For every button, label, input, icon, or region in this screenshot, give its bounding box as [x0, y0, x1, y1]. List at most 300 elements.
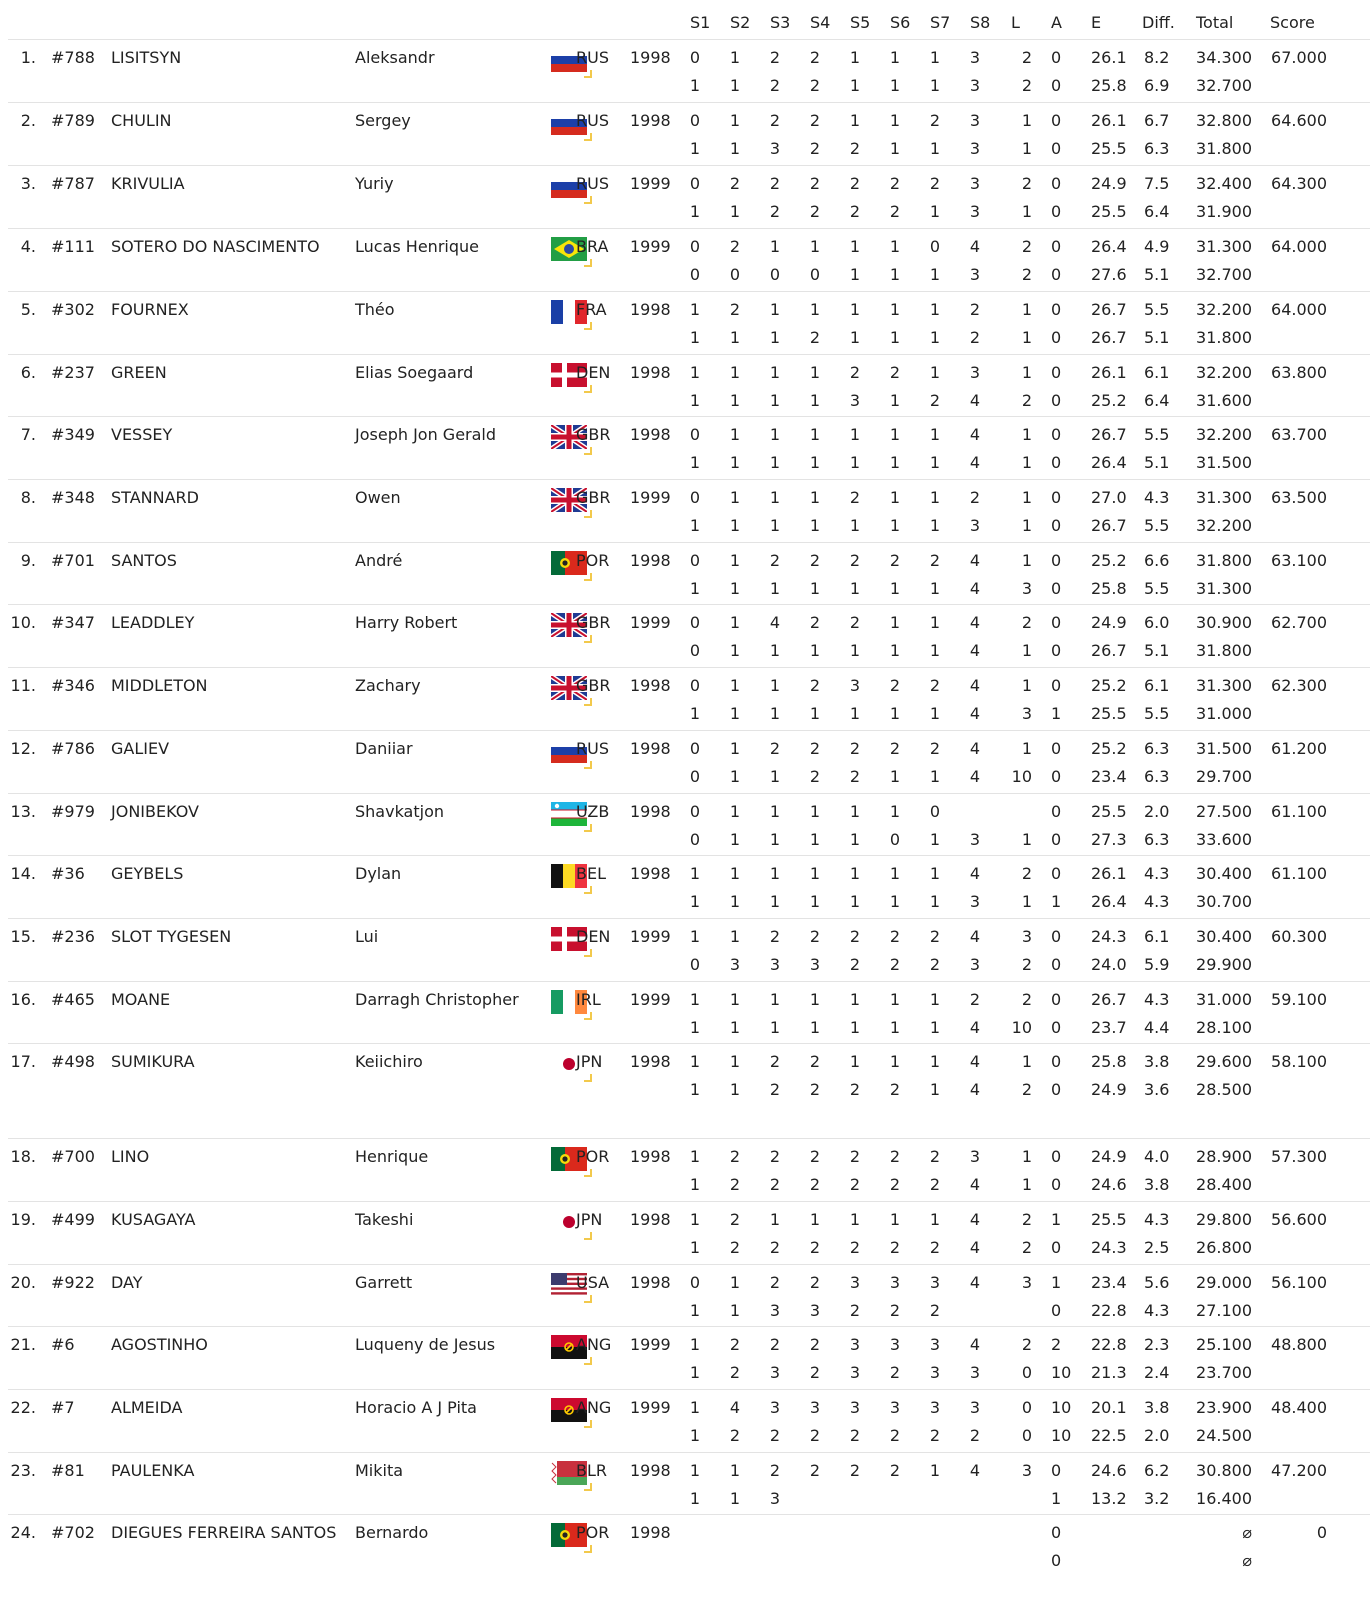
score-s6: 1	[889, 1018, 900, 1037]
score-e: 24.3	[1091, 1238, 1127, 1257]
first-name: Zachary	[355, 676, 421, 695]
score-s4: 1	[809, 802, 820, 821]
score-diff: 5.5	[1144, 579, 1170, 598]
bib-number: #922	[51, 1273, 95, 1292]
score-diff: 6.3	[1144, 739, 1170, 758]
score-e: 24.3	[1091, 927, 1127, 946]
score-diff: 5.1	[1144, 641, 1170, 660]
row-divider	[8, 604, 1370, 605]
score-s8: 4	[969, 676, 980, 695]
score-total: 29.000	[1196, 1273, 1252, 1292]
score-l: 2	[1021, 864, 1032, 883]
flag-corner	[584, 698, 592, 706]
score-s3: 3	[769, 1363, 780, 1382]
flag-corner	[584, 1545, 592, 1553]
birth-year: 1998	[630, 300, 671, 319]
bib-number: #302	[51, 300, 95, 319]
last-name: SANTOS	[111, 551, 177, 570]
score-a: 10	[1051, 1363, 1072, 1382]
score-l: 2	[1021, 48, 1032, 67]
final-score: 48.400	[1271, 1398, 1327, 1417]
score-s2: 1	[729, 391, 740, 410]
score-s5: 2	[849, 1301, 860, 1320]
score-e: 26.1	[1091, 48, 1127, 67]
score-diff: 5.6	[1144, 1273, 1170, 1292]
score-s3: 1	[769, 300, 780, 319]
birth-year: 1998	[630, 1461, 671, 1480]
score-s4: 2	[809, 1273, 820, 1292]
table-row	[0, 1271, 1372, 1331]
score-s2: 1	[729, 802, 740, 821]
score-s5: 1	[849, 830, 860, 849]
rank: 7.	[20, 425, 36, 444]
score-s8: 3	[969, 363, 980, 382]
rank: 19.	[10, 1210, 36, 1229]
score-s5: 2	[849, 139, 860, 158]
birth-year: 1998	[630, 676, 671, 695]
table-row	[0, 925, 1372, 985]
score-e: 22.8	[1091, 1335, 1127, 1354]
score-s7: 2	[929, 1301, 940, 1320]
table-row	[0, 1459, 1372, 1519]
score-l: 3	[1021, 927, 1032, 946]
score-diff: 4.3	[1144, 1301, 1170, 1320]
score-s5: 2	[849, 363, 860, 382]
score-s1: 0	[689, 641, 700, 660]
score-total: 23.700	[1196, 1363, 1252, 1382]
final-score: 64.000	[1271, 237, 1327, 256]
score-s8: 3	[969, 1363, 980, 1382]
score-e: 24.6	[1091, 1461, 1127, 1480]
final-score: 63.800	[1271, 363, 1327, 382]
score-total: 32.700	[1196, 265, 1252, 284]
score-e: 24.9	[1091, 1080, 1127, 1099]
score-total: 33.600	[1196, 830, 1252, 849]
score-s4: 3	[809, 955, 820, 974]
score-s5: 2	[849, 739, 860, 758]
score-s5: 1	[849, 990, 860, 1009]
bib-number: #499	[51, 1210, 95, 1229]
table-row	[0, 109, 1372, 169]
score-s8: 4	[969, 1335, 980, 1354]
score-s7: 1	[929, 613, 940, 632]
score-s7: 2	[929, 739, 940, 758]
score-s2: 1	[729, 1489, 740, 1508]
score-s5: 1	[849, 111, 860, 130]
score-s6: 2	[889, 1301, 900, 1320]
rank: 1.	[20, 48, 36, 67]
score-total: 28.900	[1196, 1147, 1252, 1166]
table-row	[0, 235, 1372, 295]
score-a: 1	[1051, 704, 1062, 723]
score-diff: 6.0	[1144, 613, 1170, 632]
score-s2: 1	[729, 453, 740, 472]
bib-number: #702	[51, 1523, 95, 1542]
nation-code: FRA	[576, 300, 607, 319]
score-s4: 1	[809, 864, 820, 883]
score-a: 0	[1051, 237, 1062, 256]
score-total: 31.300	[1196, 237, 1252, 256]
score-total: 30.800	[1196, 1461, 1252, 1480]
score-s5: 2	[849, 1461, 860, 1480]
table-row	[0, 172, 1372, 232]
score-s1: 1	[689, 892, 700, 911]
bib-number: #346	[51, 676, 95, 695]
score-s2: 4	[729, 1398, 740, 1417]
score-s2: 1	[729, 48, 740, 67]
score-diff: 3.8	[1144, 1398, 1170, 1417]
flag-corner	[584, 1012, 592, 1020]
score-s2: 1	[729, 739, 740, 758]
row-divider	[8, 793, 1370, 794]
score-l: 2	[1021, 1335, 1032, 1354]
table-row	[0, 1396, 1372, 1456]
score-s2: 1	[729, 1461, 740, 1480]
score-e: 24.6	[1091, 1175, 1127, 1194]
score-s3: 1	[769, 892, 780, 911]
score-s3: 2	[769, 739, 780, 758]
nation-code: POR	[576, 1523, 610, 1542]
score-total: 31.800	[1196, 641, 1252, 660]
bib-number: #7	[51, 1398, 75, 1417]
first-name: Horacio A J Pita	[355, 1398, 477, 1417]
rank: 8.	[20, 488, 36, 507]
score-total: 31.300	[1196, 579, 1252, 598]
score-s2: 2	[729, 1363, 740, 1382]
last-name: GALIEV	[111, 739, 170, 758]
score-s1: 1	[689, 990, 700, 1009]
score-l: 2	[1021, 391, 1032, 410]
score-s8: 3	[969, 955, 980, 974]
score-s6: 3	[889, 1398, 900, 1417]
score-s8: 4	[969, 1018, 980, 1037]
score-s8: 4	[969, 551, 980, 570]
score-s5: 1	[849, 328, 860, 347]
score-total: 30.400	[1196, 864, 1252, 883]
final-score: 57.300	[1271, 1147, 1327, 1166]
score-s8: 3	[969, 516, 980, 535]
score-s6: 2	[889, 1175, 900, 1194]
score-s3: 1	[769, 237, 780, 256]
score-s4: 2	[809, 202, 820, 221]
rank: 3.	[20, 174, 36, 193]
header-score: Score	[1270, 13, 1315, 32]
score-s4: 2	[809, 1426, 820, 1445]
score-e: 26.4	[1091, 237, 1127, 256]
score-s1: 1	[689, 300, 700, 319]
score-diff: 2.3	[1144, 1335, 1170, 1354]
score-s6: 3	[889, 1335, 900, 1354]
score-s4: 1	[809, 704, 820, 723]
birth-year: 1999	[630, 1335, 671, 1354]
final-score: 60.300	[1271, 927, 1327, 946]
score-s8: 4	[969, 1238, 980, 1257]
first-name: Bernardo	[355, 1523, 429, 1542]
score-s3: 3	[769, 1301, 780, 1320]
score-s8: 3	[969, 174, 980, 193]
first-name: Owen	[355, 488, 401, 507]
nation-code: BEL	[576, 864, 606, 883]
score-s2: 1	[729, 767, 740, 786]
score-total: 26.800	[1196, 1238, 1252, 1257]
score-s4: 0	[809, 265, 820, 284]
score-s5: 1	[849, 237, 860, 256]
score-a: 0	[1051, 265, 1062, 284]
score-s3: 2	[769, 551, 780, 570]
final-score: 58.100	[1271, 1052, 1327, 1071]
last-name: CHULIN	[111, 111, 172, 130]
score-e: 21.3	[1091, 1363, 1127, 1382]
final-score: 56.600	[1271, 1210, 1327, 1229]
score-e: 24.0	[1091, 955, 1127, 974]
score-total: 23.900	[1196, 1398, 1252, 1417]
bib-number: #788	[51, 48, 95, 67]
bib-number: #349	[51, 425, 95, 444]
nation-code: GBR	[576, 676, 611, 695]
score-l: 10	[1011, 767, 1032, 786]
score-l: 3	[1021, 1461, 1032, 1480]
score-a: 0	[1051, 927, 1062, 946]
score-diff: 5.1	[1144, 265, 1170, 284]
row-divider	[8, 730, 1370, 731]
score-s7: 0	[929, 237, 940, 256]
score-diff: 6.7	[1144, 111, 1170, 130]
row-divider	[8, 1514, 1370, 1515]
score-s1: 0	[689, 767, 700, 786]
score-s4: 2	[809, 767, 820, 786]
score-s6: 2	[889, 1147, 900, 1166]
score-total: 31.000	[1196, 704, 1252, 723]
nation-code: POR	[576, 551, 610, 570]
score-diff: 3.8	[1144, 1052, 1170, 1071]
score-s8: 3	[969, 48, 980, 67]
final-score: 61.100	[1271, 802, 1327, 821]
score-diff: 6.1	[1144, 927, 1170, 946]
score-s8: 3	[969, 1398, 980, 1417]
score-s7: 1	[929, 76, 940, 95]
score-e: 25.5	[1091, 802, 1127, 821]
final-score: 59.100	[1271, 990, 1327, 1009]
score-s4: 2	[809, 1052, 820, 1071]
score-e: 25.8	[1091, 579, 1127, 598]
bib-number: #81	[51, 1461, 85, 1480]
first-name: Henrique	[355, 1147, 429, 1166]
flag-corner	[584, 70, 592, 78]
score-e: 25.5	[1091, 1210, 1127, 1229]
last-name: STANNARD	[111, 488, 199, 507]
score-s7: 2	[929, 927, 940, 946]
final-score: 0	[1316, 1523, 1327, 1542]
score-s3: 2	[769, 1335, 780, 1354]
score-a: 0	[1051, 1080, 1062, 1099]
score-s3: 1	[769, 391, 780, 410]
score-l: 2	[1021, 265, 1032, 284]
score-total: 29.800	[1196, 1210, 1252, 1229]
score-total: 29.900	[1196, 955, 1252, 974]
score-s5: 1	[849, 265, 860, 284]
nation-code: GBR	[576, 488, 611, 507]
last-name: SUMIKURA	[111, 1052, 195, 1071]
score-s5: 1	[849, 802, 860, 821]
score-e: 26.7	[1091, 328, 1127, 347]
score-a: 0	[1051, 613, 1062, 632]
table-row	[0, 1145, 1372, 1205]
score-s2: 1	[729, 1301, 740, 1320]
score-total: 24.500	[1196, 1426, 1252, 1445]
score-s8: 4	[969, 1273, 980, 1292]
score-s1: 0	[689, 48, 700, 67]
score-s1: 0	[689, 425, 700, 444]
row-divider	[8, 1326, 1370, 1327]
score-e: 25.2	[1091, 391, 1127, 410]
score-s2: 1	[729, 641, 740, 660]
score-diff: 6.3	[1144, 139, 1170, 158]
last-name: VESSEY	[111, 425, 173, 444]
score-s4: 2	[809, 927, 820, 946]
score-s8: 3	[969, 202, 980, 221]
birth-year: 1998	[630, 1523, 671, 1542]
score-s6: 1	[889, 802, 900, 821]
score-s3: 1	[769, 864, 780, 883]
score-s3: 1	[769, 641, 780, 660]
score-a: 0	[1051, 641, 1062, 660]
score-s4: 2	[809, 1175, 820, 1194]
score-s2: 1	[729, 990, 740, 1009]
score-total: 30.900	[1196, 613, 1252, 632]
rank: 23.	[10, 1461, 36, 1480]
score-s7: 1	[929, 202, 940, 221]
last-name: DAY	[111, 1273, 143, 1292]
score-s3: 2	[769, 76, 780, 95]
score-s1: 1	[689, 76, 700, 95]
score-s4: 1	[809, 892, 820, 911]
row-divider	[8, 1452, 1370, 1453]
birth-year: 1998	[630, 425, 671, 444]
score-s1: 0	[689, 739, 700, 758]
score-s7: 3	[929, 1273, 940, 1292]
rank: 22.	[10, 1398, 36, 1417]
table-row	[0, 1050, 1372, 1110]
score-a: 0	[1051, 551, 1062, 570]
row-divider	[8, 102, 1370, 103]
bib-number: #237	[51, 363, 95, 382]
header-s2: S2	[730, 13, 751, 32]
score-a: 0	[1051, 990, 1062, 1009]
score-l: 1	[1021, 516, 1032, 535]
score-s1: 1	[689, 1461, 700, 1480]
score-l: 0	[1021, 1426, 1032, 1445]
score-s1: 1	[689, 1489, 700, 1508]
score-s6: 1	[889, 1210, 900, 1229]
bib-number: #979	[51, 802, 95, 821]
rank: 15.	[10, 927, 36, 946]
score-s4: 1	[809, 1210, 820, 1229]
score-s3: 2	[769, 1147, 780, 1166]
flag-corner	[584, 635, 592, 643]
score-s5: 2	[849, 955, 860, 974]
score-a: 0	[1051, 802, 1062, 821]
score-diff: 6.2	[1144, 1461, 1170, 1480]
score-a: 0	[1051, 139, 1062, 158]
score-total: 32.800	[1196, 111, 1252, 130]
nation-code: DEN	[576, 363, 611, 382]
bib-number: #465	[51, 990, 95, 1009]
score-e: 23.7	[1091, 1018, 1127, 1037]
score-s3: 1	[769, 830, 780, 849]
score-s5: 1	[849, 1018, 860, 1037]
score-s6: 2	[889, 1238, 900, 1257]
score-s6: 1	[889, 76, 900, 95]
score-s2: 1	[729, 425, 740, 444]
row-divider	[8, 1389, 1370, 1390]
score-diff: 4.4	[1144, 1018, 1170, 1037]
rank: 13.	[10, 802, 36, 821]
score-s1: 1	[689, 927, 700, 946]
score-diff: 5.5	[1144, 516, 1170, 535]
score-total: 31.600	[1196, 391, 1252, 410]
last-name: MIDDLETON	[111, 676, 208, 695]
header-s6: S6	[890, 13, 911, 32]
score-s5: 1	[849, 516, 860, 535]
score-l: 1	[1021, 363, 1032, 382]
first-name: Luqueny de Jesus	[355, 1335, 496, 1354]
score-s7: 2	[929, 551, 940, 570]
table-row	[0, 361, 1372, 421]
score-l: 1	[1021, 488, 1032, 507]
score-s4: 2	[809, 551, 820, 570]
score-diff: 6.1	[1144, 363, 1170, 382]
flag-corner	[584, 196, 592, 204]
flag-corner	[584, 824, 592, 832]
score-s2: 2	[729, 1210, 740, 1229]
score-e: 25.5	[1091, 139, 1127, 158]
score-s5: 1	[849, 892, 860, 911]
score-s6: 1	[889, 1052, 900, 1071]
score-s6: 1	[889, 237, 900, 256]
score-s6: 1	[889, 990, 900, 1009]
score-diff: 7.5	[1144, 174, 1170, 193]
last-name: GEYBELS	[111, 864, 184, 883]
score-s8: 3	[969, 265, 980, 284]
nation-code: RUS	[576, 48, 609, 67]
score-a: 0	[1051, 453, 1062, 472]
nation-code: GBR	[576, 613, 611, 632]
score-s2: 1	[729, 864, 740, 883]
birth-year: 1999	[630, 488, 671, 507]
row-divider	[8, 667, 1370, 668]
final-score: 62.700	[1271, 613, 1327, 632]
rank: 10.	[10, 613, 36, 632]
score-s1: 1	[689, 516, 700, 535]
score-s4: 2	[809, 111, 820, 130]
score-s3: 2	[769, 111, 780, 130]
score-a: 0	[1051, 425, 1062, 444]
score-diff: 4.0	[1144, 1147, 1170, 1166]
score-s8: 2	[969, 328, 980, 347]
score-s5: 2	[849, 202, 860, 221]
score-s1: 1	[689, 1238, 700, 1257]
score-s2: 1	[729, 488, 740, 507]
score-s2: 1	[729, 202, 740, 221]
score-s5: 2	[849, 1175, 860, 1194]
score-s2: 1	[729, 1052, 740, 1071]
row-divider	[8, 981, 1370, 982]
first-name: Shavkatjon	[355, 802, 445, 821]
score-s8: 3	[969, 111, 980, 130]
score-a: 0	[1051, 767, 1062, 786]
score-s3: 2	[769, 1461, 780, 1480]
header-total: Total	[1196, 13, 1234, 32]
